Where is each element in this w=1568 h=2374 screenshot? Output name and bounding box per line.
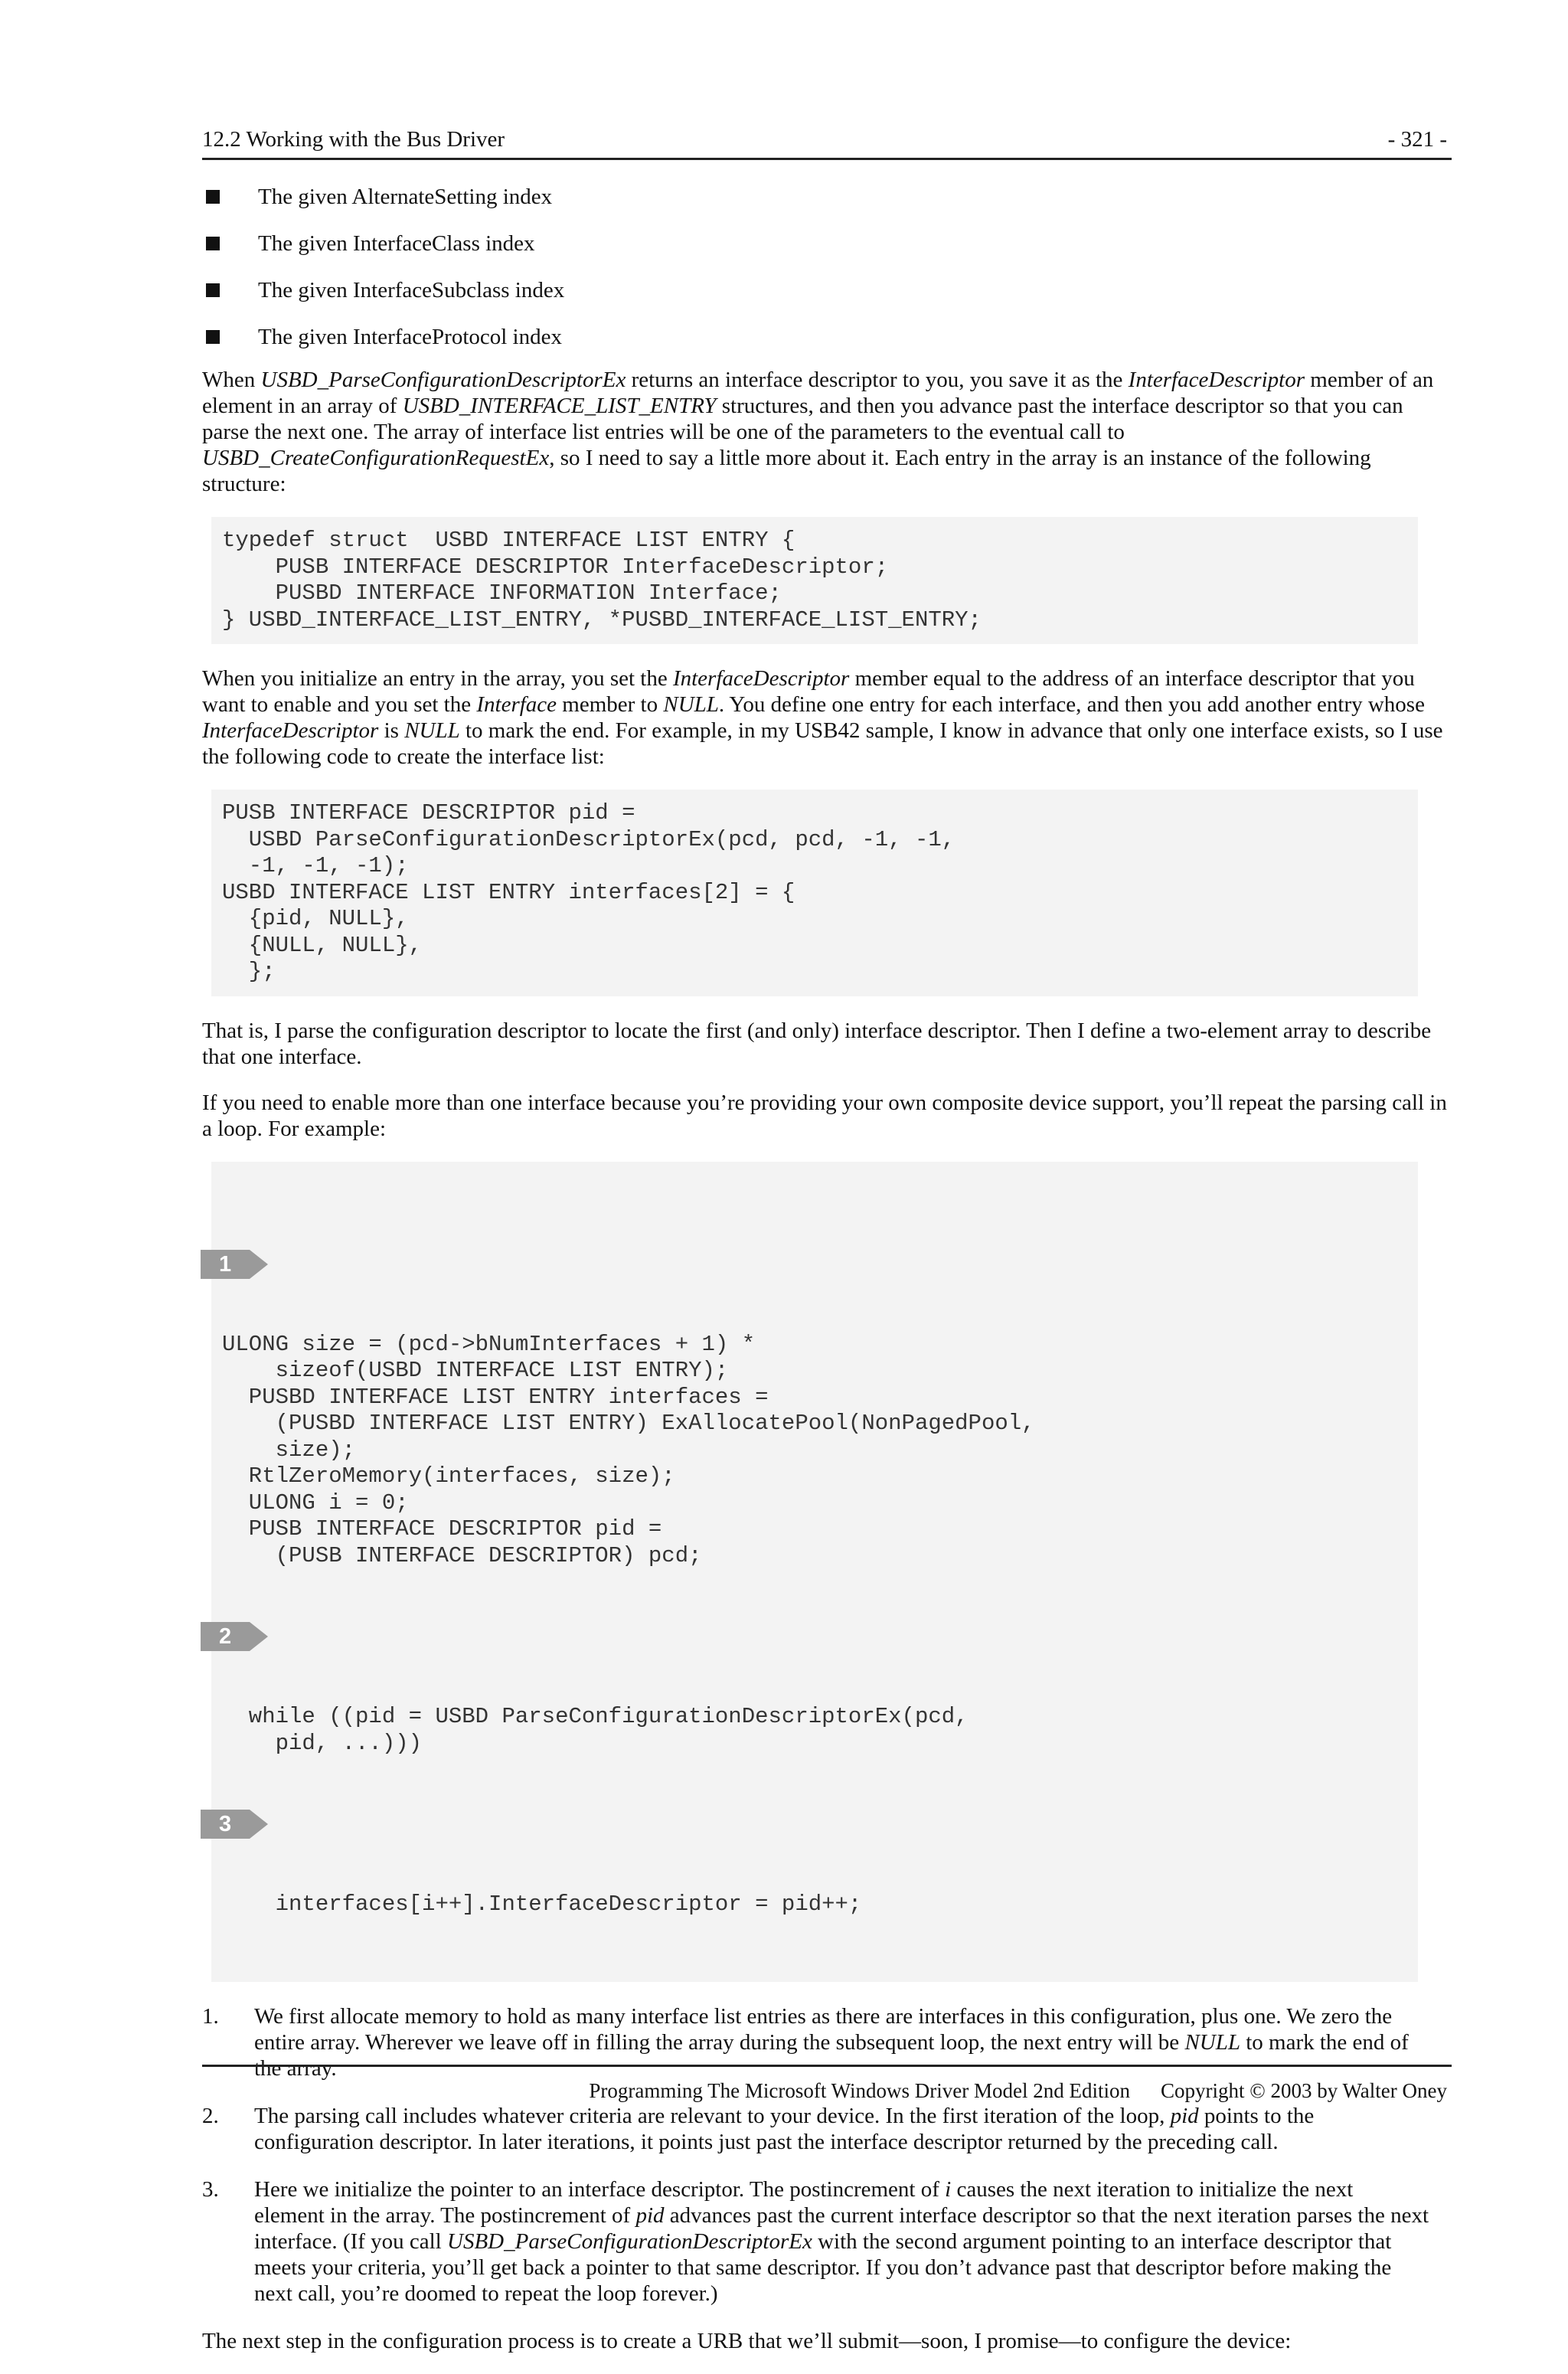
bullet-square-icon: [206, 190, 220, 204]
running-footer: [202, 2065, 1452, 2103]
numbered-notes: [202, 2003, 1452, 2307]
callout-marker-3: 3: [201, 1810, 1418, 1839]
callout-arrow-icon: [201, 1622, 268, 1651]
callout-marker-2: 2: [201, 1622, 1418, 1651]
list-item: 2. The parsing call includes whatever criteria are relevant to your device. In the first iteration of the loop, pid points to the configuration descriptor. In later iterations, it points just past the interface descriptor returned by the preceding call.: [202, 2103, 1315, 2154]
callout-arrow-icon: [201, 1250, 268, 1279]
page-body: [202, 184, 1452, 2374]
paragraph: When USBD_ParseConfigurationDescriptorEx returns an interface descriptor to you, you save it as the InterfaceDescriptor member of an element in an array of USBD_INTERFACE_LIST_ENTRY structures, and then you advance past the interface descriptor so that you can parse the next one. The array of interface list entries will be one of the parameters to the eventual call to USBD_CreateConfigurationRequestEx, so I need to say a little more about it. Each entry in the array is an instance of the following structure:: [202, 368, 1434, 496]
bullet-item: The given AlternateSetting index: [202, 184, 1452, 210]
book-title: Programming The Microsoft Windows Driver Model 2nd Edition: [589, 2079, 1130, 2102]
bullet-square-icon: [206, 237, 220, 250]
paragraph: That is, I parse the configuration descriptor to locate the first (and only) interface descriptor. Then I define a two-element array to describe that one interface.: [202, 1018, 1432, 1069]
callout-arrow-icon: [201, 1810, 268, 1839]
list-item: 3. Here we initialize the pointer to an interface descriptor. The postincrement of i causes the next iteration to initialize the next element in the array. The postincrement of pid advances past the current interface descriptor so that the next iteration parses the next interface. (If you call USBD_ParseConfigurationDescriptorEx with the second argument pointing to an interface descriptor that meets your criteria, you’ll get back a pointer to that same descriptor. If you don’t advance past that descriptor before making the next call, you’re doomed to repeat the loop forever.): [202, 2176, 1429, 2306]
bullet-item: The given InterfaceSubclass index: [202, 277, 1452, 303]
bullet-item: The given InterfaceProtocol index: [202, 324, 1452, 350]
list-item: 1. We first allocate memory to hold as many interface list entries as there are interfaces in this configuration, plus one. We zero the entire array. Wherever we leave off in filling the array during the subsequent loop, the next entry will be NULL to mark the end of the array.: [202, 2003, 1409, 2081]
bullet-item: The given InterfaceClass index: [202, 231, 1452, 257]
code-block: typedef struct USBD INTERFACE LIST ENTRY { PUSB INTERFACE DESCRIPTOR InterfaceDescriptor; PUSBD INTERFACE INFORMATION Interface; } USBD_INTERFACE_LIST_ENTRY, *PUSBD_INTERFACE_LIST_ENTRY;: [211, 517, 1418, 644]
paragraph: If you need to enable more than one interface because you’re providing your own composite device support, you’ll repeat the parsing call in a loop. For example:: [202, 1090, 1447, 1141]
paragraph: When you initialize an entry in the array, you set the InterfaceDescriptor member equal to the address of an interface descriptor that you want to enable and you set the Interface member to NULL. You define one entry for each interface, and then you add another entry whose InterfaceDescriptor is NULL to mark the end. For example, in my USB42 sample, I know in advance that only one interface exists, so I use the following code to create the interface list:: [202, 666, 1443, 769]
code-block-annotated: 1 ULONG size = (pcd->bNumInterfaces + 1) * sizeof(USBD INTERFACE LIST ENTRY); PUSBD INTERFACE LIST ENTRY interfaces = (PUSBD INTERFACE LIST ENTRY) ExAllocatePool(NonPagedPool, size); RtlZeroMemory(interfaces, size); ULONG i = 0; PUSB INTERFACE DESCRIPTOR pid = (PUSB INTERFACE DESCRIPTOR) pcd; 2 while ((pid = USBD ParseConfigurationDescriptorEx(pcd, pid, ...))) 3 interfaces[i++].InterfaceDescriptor = pid++;: [211, 1162, 1418, 1982]
paragraph: The next step in the configuration process is to create a URB that we’ll submit—soon, I promise—to configure the device:: [202, 2328, 1292, 2353]
running-header: [202, 126, 1452, 160]
copyright: Copyright © 2003 by Walter Oney: [1160, 2079, 1447, 2102]
callout-marker-1: 1: [201, 1250, 1418, 1279]
section-title: 12.2 Working with the Bus Driver: [202, 127, 505, 152]
bullet-square-icon: [206, 283, 220, 297]
page-number: - 321 -: [1387, 127, 1447, 152]
bullet-square-icon: [206, 330, 220, 344]
code-block: PUSB INTERFACE DESCRIPTOR pid = USBD ParseConfigurationDescriptorEx(pcd, pcd, -1, -1, -1, -1, -1); USBD INTERFACE LIST ENTRY interfaces[2] = { {pid, NULL}, {NULL, NULL}, };: [211, 790, 1418, 996]
